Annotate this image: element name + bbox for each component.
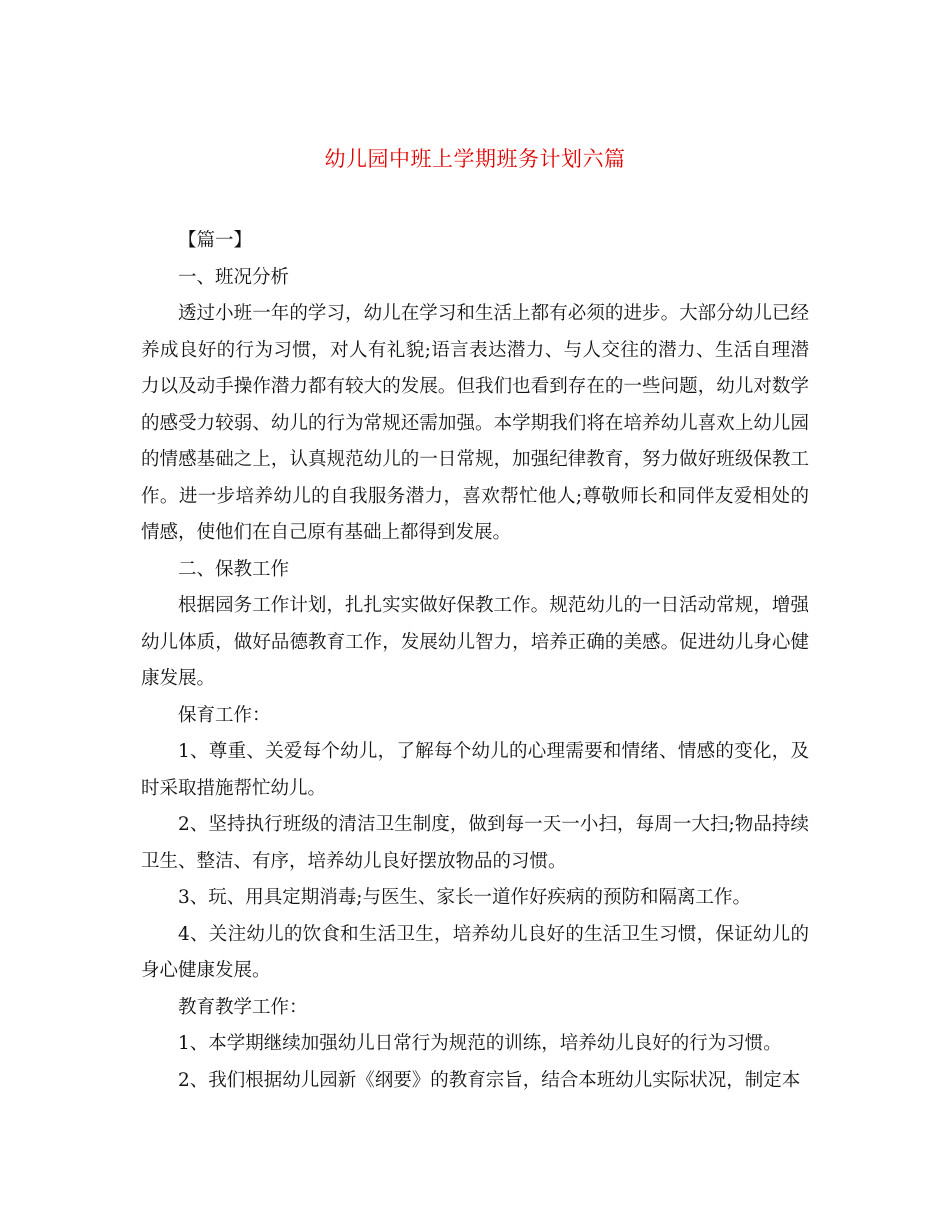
heading-care-education: 二、保教工作 [178, 558, 290, 580]
list-item-care-2: 2、坚持执行班级的清洁卫生制度，做到每一天一小扫，每周一大扫;物品持续卫生、整洁、有序，培养幼儿良好摆放物品的习惯。 [141, 814, 809, 872]
document-title: 幼儿园中班上学期班务计划六篇 [324, 147, 626, 171]
section-heading-part-one: 【篇一】 [178, 230, 253, 251]
list-item-care-1: 1、尊重、关爱每个幼儿，了解每个幼儿的心理需要和情绪、情感的变化，及时采取措施帮忙幼儿。 [141, 741, 809, 799]
heading-class-analysis: 一、班况分析 [178, 266, 290, 288]
list-item-care-4: 4、关注幼儿的饮食和生活卫生，培养幼儿良好的生活卫生习惯，保证幼儿的身心健康发展。 [141, 923, 809, 981]
list-item-teaching-1: 1、本学期继续加强幼儿日常行为规范的训练，培养幼儿良好的行为习惯。 [178, 1033, 782, 1054]
heading-teaching-work: 教育教学工作： [178, 996, 308, 1018]
list-item-teaching-2: 2、我们根据幼儿园新《纲要》的教育宗旨，结合本班幼儿实际状况，制定本 [178, 1069, 801, 1091]
paragraph-care-education: 根据园务工作计划，扎扎实实做好保教工作。规范幼儿的一日活动常规，增强幼儿体质，做好品德教育工作，发展幼儿智力，培养正确的美感。促进幼儿身心健康发展。 [141, 595, 809, 689]
paragraph-class-analysis: 透过小班一年的学习，幼儿在学习和生活上都有必须的进步。大部分幼儿已经养成良好的行为习惯，对人有礼貌;语言表达潜力、与人交往的潜力、生活自理潜力以及动手操作潜力都有较大的发展。但我们也看到存在的一些问题，幼儿对数学的感受力较弱、幼儿的行为常规还需加强。本学期我们将在培养幼儿喜欢上幼儿园的情感基础之上，认真规范幼儿的一日常规，加强纪律教育，努力做好班级保教工作。进一步培养幼儿的自我服务潜力，喜欢帮忙他人;尊敬师长和同伴友爱相处的情感，使他们在自己原有基础上都得到发展。 [141, 303, 809, 543]
heading-care-work: 保育工作： [178, 704, 271, 726]
document-body [141, 223, 809, 1099]
list-item-care-3: 3、玩、用具定期消毒;与医生、家长一道作好疾病的预防和隔离工作。 [178, 887, 752, 908]
